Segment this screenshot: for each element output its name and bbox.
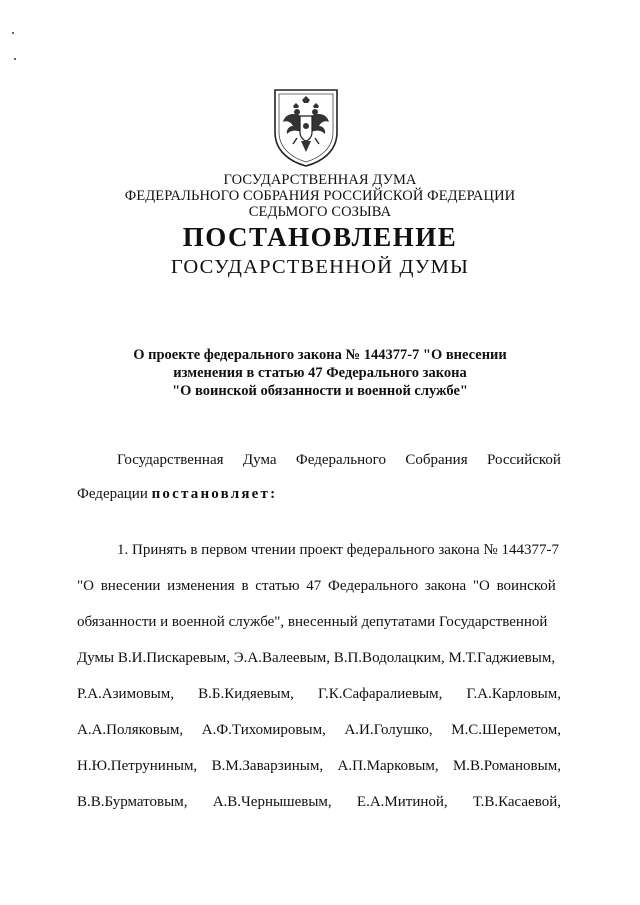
subject-line1: О проекте федерального закона № 144377-7 "О внесении <box>133 347 507 363</box>
deputy-name: В.Б.Кидяевым, <box>198 686 294 702</box>
deputy-name: А.П.Марковым, <box>337 758 439 774</box>
deputy-name: Г.К.Сафаралиевым, <box>317 686 443 702</box>
preamble-decrees: постановляет: <box>151 486 278 502</box>
scan-speck <box>14 58 16 60</box>
deputy-name: Г.А.Карловым, <box>466 686 561 702</box>
deputy-name: А.Ф.Тихомировым, <box>201 722 326 738</box>
preamble-line1 <box>117 452 561 469</box>
org-name-line2: ФЕДЕРАЛЬНОГО СОБРАНИЯ РОССИЙСКОЙ ФЕДЕРАЦИИ <box>124 188 516 204</box>
deputy-name: М.В.Романовым, <box>452 758 561 774</box>
preamble-word: Российской <box>487 452 561 468</box>
paragraph1-line5 <box>77 686 561 703</box>
paragraph1-line1: 1. Принять в первом чтении проект федерального закона № 144377-7 <box>117 542 559 558</box>
deputy-name: Е.А.Митиной, <box>356 794 448 810</box>
deputy-name: А.А.Поляковым, <box>77 722 184 738</box>
paragraph1-line8 <box>77 794 561 811</box>
org-name-line1: ГОСУДАРСТВЕННАЯ ДУМА <box>223 172 417 188</box>
paragraph1-line4: Думы В.И.Пискаревым, Э.А.Валеевым, В.П.Водолацким, М.Т.Гаджиевым, <box>77 650 556 666</box>
deputy-name: Р.А.Азимовым, <box>77 686 174 702</box>
preamble-word: Государственная <box>117 452 224 468</box>
deputy-name: Н.Ю.Петруниным, <box>77 758 198 774</box>
document-type-title: ПОСТАНОВЛЕНИЕ <box>182 222 458 252</box>
paragraph1-line2: "О внесении изменения в статью 47 Федерального закона "О воинской <box>77 578 556 594</box>
scan-speck <box>12 32 14 34</box>
preamble-word: Федерального <box>295 452 386 468</box>
russian-coat-of-arms-icon <box>271 86 341 168</box>
deputy-name: В.В.Бурматовым, <box>77 794 188 810</box>
deputy-name: В.М.Заварзиным, <box>211 758 324 774</box>
preamble-line2 <box>77 486 561 503</box>
document-type-subtitle: ГОСУДАРСТВЕННОЙ ДУМЫ <box>170 256 470 278</box>
convocation: СЕДЬМОГО СОЗЫВА <box>248 204 392 220</box>
preamble-word: Дума <box>242 452 277 468</box>
preamble-word: Собрания <box>405 452 468 468</box>
deputy-name: А.И.Голушко, <box>344 722 433 738</box>
paragraph1-line7 <box>77 758 561 775</box>
paragraph1-line3: обязанности и военной службе", внесенный депутатами Государственной <box>77 614 548 630</box>
deputy-name: Т.В.Касаевой, <box>472 794 561 810</box>
subject-line3: "О воинской обязанности и военной службе" <box>172 383 468 399</box>
subject-line2: изменения в статью 47 Федерального закона <box>173 365 467 381</box>
preamble-federation: Федерации <box>77 486 148 502</box>
deputy-name: М.С.Шереметом, <box>451 722 561 738</box>
deputy-name: А.В.Чернышевым, <box>212 794 332 810</box>
paragraph1-line6 <box>77 722 561 739</box>
